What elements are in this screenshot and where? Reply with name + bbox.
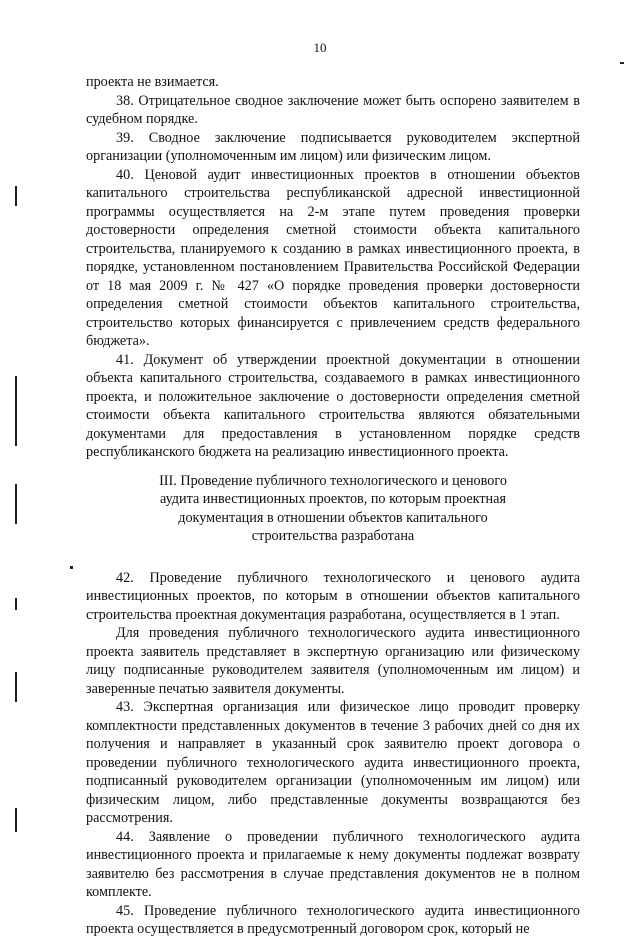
section-heading-line: аудита инвестиционных проектов, по которым проектная [160, 491, 506, 507]
section-heading-line: строительства разработана [251, 528, 415, 544]
scan-mark [70, 566, 73, 569]
scan-mark [15, 598, 17, 610]
paragraph-42: 42. Проведение публичного технологического и ценового аудита инвестиционных проектов, по которым в отношении объектов капитального строительства проектная документация разработана, осуществляется в 1 этап. [86, 569, 580, 623]
scan-mark [15, 808, 17, 832]
scan-mark [15, 376, 17, 446]
page-number: 10 [313, 40, 327, 55]
paragraph-43: 43. Экспертная организация или физическое лицо проводит проверку комплектности представленных документов в течение 3 рабочих дней со дня их получения и направляет в указанный срок заявителю проект договора о проведении публичного технологического аудита инвестиционного проекта, подписанный руководителем организации (уполномоченным им лицом) или физическим лицом, либо представленные документы возвращаются без рассмотрения. [86, 699, 580, 826]
paragraph-40: 40. Ценовой аудит инвестиционных проектов в отношении объектов капитального строительства республиканской адресной инвестиционной программы осуществляется на 2-м этапе путем проведения проверки достоверности определения сметной стоимости объекта капитального строительства, планируемого к созданию в рамках инвестиционного проекта, в порядке, установленном постановлением Правительства Российской Федерации от 18 мая 2009 г. № 427 «О порядке проведения проверки достоверности определения сметной стоимости объектов капитального строительства, строительство которых финансируется с привлечением средств федерального бюджета». [86, 166, 580, 349]
document-body [86, 73, 580, 939]
section-heading-line: III. Проведение публичного технологического и ценового [159, 472, 507, 489]
scan-mark [15, 484, 17, 524]
paragraph-45: 45. Проведение публичного технологического аудита инвестиционного проекта осуществляется в предусмотренный договором срок, который не [86, 902, 580, 937]
paragraph-44: 44. Заявление о проведении публичного технологического аудита инвестиционного проекта и прилагаемые к нему документы подлежат возврату заявителю без рассмотрения в случае представления документов не в полном комплекте. [86, 828, 580, 900]
paragraph-42-cont: Для проведения публичного технологического аудита инвестиционного проекта заявитель представляет в экспертную организацию или физическому лицу подписанные руководителем заявителя (уполномоченным им лицом) и заверенные печатью заявителя документы. [86, 625, 580, 697]
section-gap [86, 546, 580, 569]
paragraph-38: 38. Отрицательное сводное заключение может быть оспорено заявителем в судебном порядке. [86, 92, 580, 127]
scan-mark [15, 186, 17, 206]
scan-mark [15, 672, 17, 702]
paragraph-continued: проекта не взимается. [86, 74, 219, 90]
paragraph-39: 39. Сводное заключение подписывается руководителем экспертной организации (уполномоченным им лицом) или физическим лицом. [86, 129, 580, 164]
paragraph-41: 41. Документ об утверждении проектной документации в отношении объекта капитального строительства, создаваемого в рамках инвестиционного проекта, и положительное заключение о достоверности определения сметной стоимости объекта капитального строительства являются обязательными документами для предоставления в установленном порядке средств республиканского бюджета на реализацию инвестиционного проекта. [86, 351, 580, 460]
scan-mark [620, 62, 624, 64]
section-heading-line: документация в отношении объектов капитального [178, 509, 488, 526]
section-heading [86, 472, 580, 546]
